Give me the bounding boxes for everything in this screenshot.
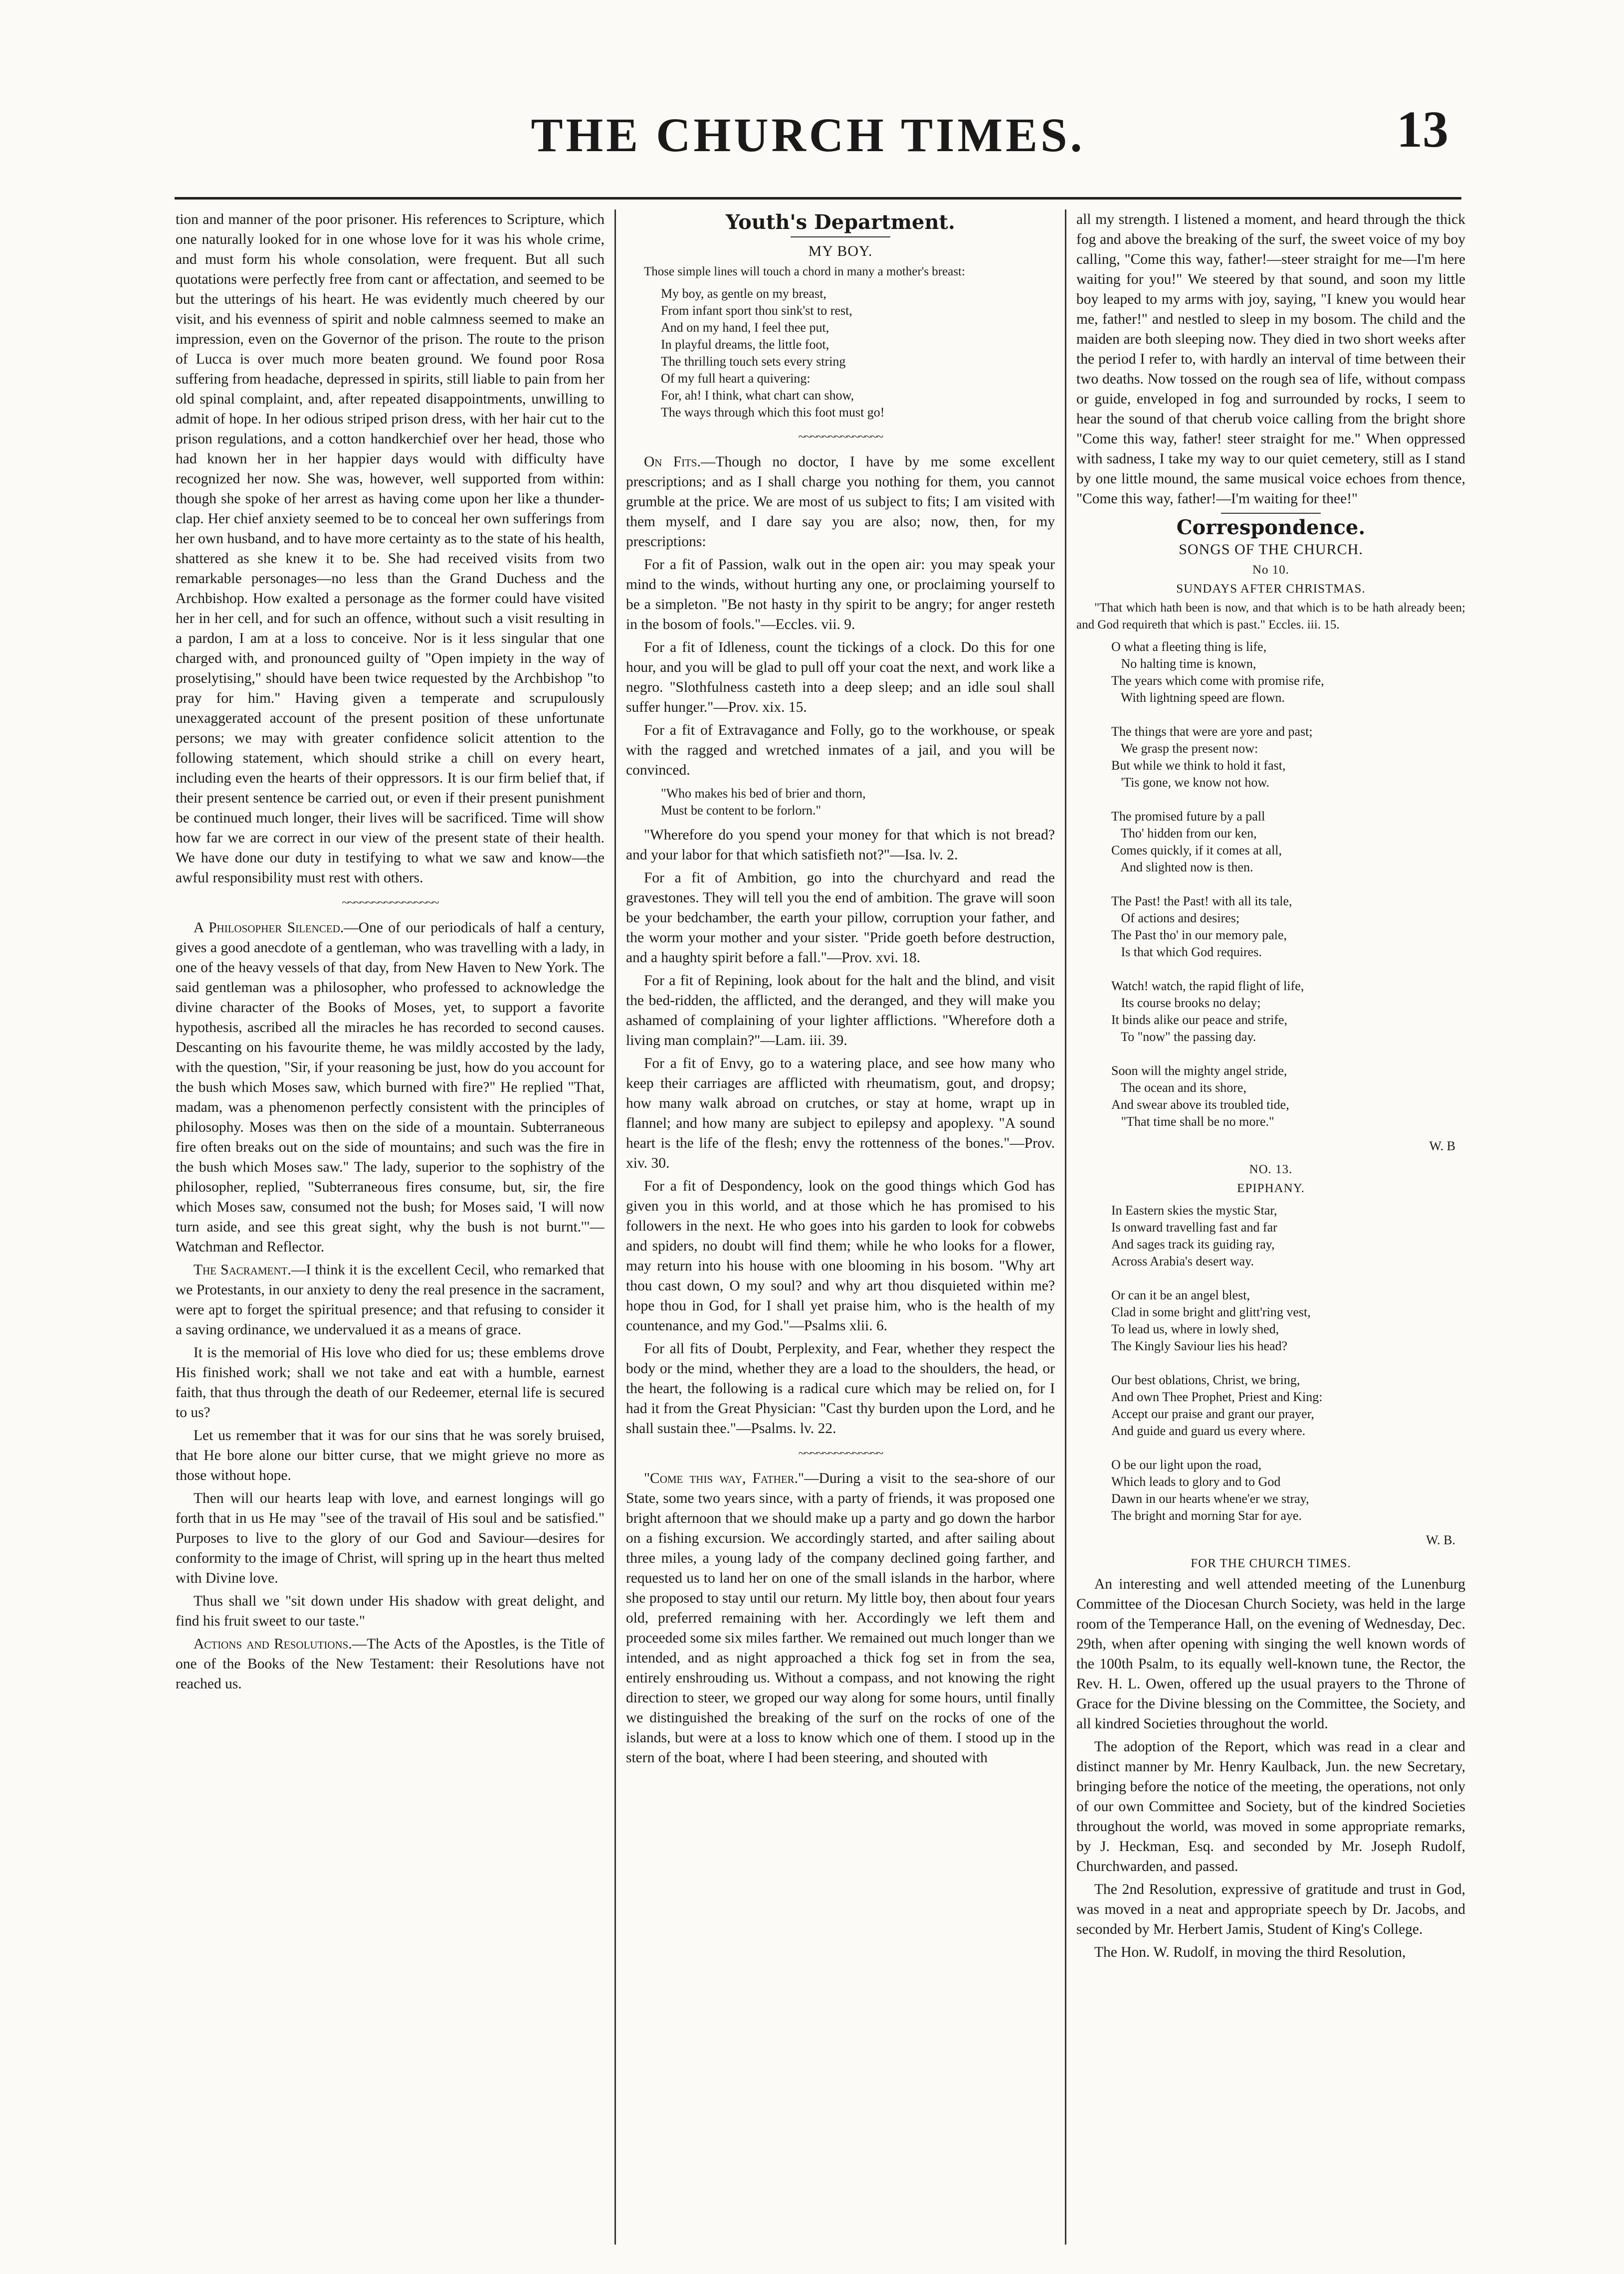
poem-line: The bright and morning Star for aye. — [1111, 1508, 1302, 1523]
poem-line — [1111, 791, 1465, 808]
philosopher-article — [176, 918, 605, 1257]
come-this-way-text: —During a visit to the sea-shore of our State, some two years since, with a party of friends, it was proposed one bright afternoon that we should make up a party and go down the harbor on a fishing excursion. We accordingly started, and after sailing about three miles, a young lady of the company declined going farther, and requested us to land her on one of the small islands in the harbor, where she proposed to stay until our return. My little boy, then about four years old, preferred remaining with her. Accordingly we left them and proceeded some six miles farther. We remained out much longer than we intended, and as night approached a thick fog set in from the sea, entirely enshrouding us. Without a compass, and not knowing the right direction to steer, we groped our way along for some hours, until finally we distinguished the breaking of the surf on the rocks of one of the islands, but were at a loss to know which one of them. I stood up in the stern of the boat, where I had been steering, and shouted with — [626, 1470, 1055, 1766]
poem-line: O be our light upon the road, — [1111, 1457, 1262, 1472]
signature: W. B — [1429, 1139, 1455, 1153]
poem-line: To lead us, where in lowly shed, — [1111, 1322, 1279, 1336]
poem-line: Or can it be an angel blest, — [1111, 1288, 1250, 1302]
come-this-way-continued: all my strength. I listened a moment, and heard through the thick fog and above the breaking of the surf, the sweet voice of my boy calling, "Come this way, father!—steer straight for me—I'm here waiting for you!" We steered by that sound, and soon my little boy leaped to my arms with joy, saying, "I knew you would hear me, father!" and nestled to sleep in my bosom. The child and the maiden are both sleeping now. They died in two short weeks after the period I refer to, with hardly an interval of time between their two deaths. Now tossed on the rough sea of life, without compass or guide, enveloped in fog and surrounded by rocks, I seem to hear the sound of that cherub voice calling from the bright shore "Come this way, father! steer straight for me." When oppressed with sadness, I take my way to our quiet cemetery, still as I stand by one little mound, the same musical voice echoes from thence, "Come this way, father!—I'm waiting for thee!" — [1076, 211, 1465, 507]
poem-line: With lightning speed are flown. — [1111, 690, 1285, 705]
heading-rule — [791, 236, 890, 237]
poem-line: And guide and guard us every where. — [1111, 1424, 1306, 1438]
poem-line: And on my hand, I feel thee put, — [661, 320, 829, 335]
poem-line — [1111, 1440, 1465, 1456]
column-divider-1 — [614, 209, 616, 2245]
poem-line: And sages track its guiding ray, — [1111, 1237, 1275, 1251]
poem-line — [1111, 1270, 1465, 1287]
poem-line: And swear above its troubled tide, — [1111, 1097, 1289, 1112]
poem-line: The things that were are yore and past; — [1111, 724, 1313, 739]
section-rule — [1221, 513, 1321, 514]
poem-line: In playful dreams, the little foot, — [661, 337, 829, 352]
poem-line: The ways through which this foot must go! — [661, 405, 885, 419]
column-divider-2 — [1065, 209, 1066, 2245]
signature: W. B. — [1426, 1533, 1455, 1547]
lunenburg-meeting: An interesting and well attended meeting of the Lunenburg Committee of the Diocesan Church Society, was held in the large room of the Temperance Hall, on the evening of Wednesday, Dec. 29th, when after opening with singing the well known words of the 100th Psalm, to its equally well-known tune, the Rector, the Rev. H. L. Owen, offered up the usual prayers to the Throne of Grace for the Divine blessing on the Committee, the Society, and all kindred Societies throughout the world. — [1076, 1576, 1465, 1732]
poem-line: And own Thee Prophet, Priest and King: — [1111, 1390, 1323, 1404]
youths-department-heading: Youth's Department. — [726, 210, 955, 234]
fit-envy: For a fit of Envy, go to a watering place, and see how many who keep their carriages are afflicted with rheumatism, gout, and dropsy; how many walk abroad on crutches, or stay at home, wrapt up in flannel; and how many are subject to epilepsy and apoplexy. "A sound heart is the life of the flesh; envy the rottenness of the bones."—Prov. xiv. 30. — [626, 1055, 1055, 1171]
philosopher-lead: A Philosopher Silenced. — [194, 920, 344, 936]
epiphany-poem — [1111, 1202, 1465, 1524]
on-fits-text: —Though no doctor, I have by me some excellent prescriptions; and as I shall charge you nothing for them, you cannot grumble at the price. We are most of us subject to fits; I am visited with them myself, and I dare say you are also; now, then, for my prescriptions: — [626, 454, 1055, 550]
column-3 — [1076, 209, 1465, 2245]
philosopher-text: —One of our periodicals of half a century, gives a good anecdote of a gentleman, who was travelling with a lady, in one of the heavy vessels of that day, from New Haven to New York. The said gentleman was a philosopher, who professed to acknowledge the divine character of the Books of Moses, yet, to support a favorite hypothesis, ascribed all the miracles he has recorded to second causes. Descanting on his favourite theme, he was mildly accosted by the lady, with the question, "Sir, if your reasoning be just, how do you account for the bush which Moses saw, which burned with fire?" He replied "That, madam, was a phenomenon perfectly consistent with the principles of philosophy. Moses was then on the side of a mountain. Subterraneous fire often breaks out on the side of mountains; and such was the fire in the bush which Moses saw." The lady, superior to the sophistry of the philosopher, replied, "Subterraneous fires consume, but, sir, the fire which Moses saw, consumed not the bush; for Moses said, 'I will now turn aside, and see this great sight, why the bush is not burnt.'"—Watchman and Reflector. — [176, 920, 605, 1255]
poem-line: Across Arabia's desert way. — [1111, 1254, 1254, 1268]
poem-line: Of actions and desires; — [1111, 911, 1240, 925]
poem-line: 'Tis gone, we know not how. — [1111, 775, 1269, 790]
poem-line: Accept our praise and grant our prayer, — [1111, 1407, 1314, 1421]
poem-line: To "now" the passing day. — [1111, 1030, 1256, 1044]
sacrament-remember: Let us remember that it was for our sins that he was sorely bruised, that He bore alone our bitter curse, that we might grieve no more as those without hope. — [176, 1428, 605, 1483]
sundays-poem — [1111, 638, 1465, 1130]
poem-line — [1111, 1045, 1465, 1062]
fit-repining: For a fit of Repining, look about for the halt and the blind, and visit the bed-ridden, the afflicted, and the deranged, and they will make you ashamed of complaining of your lighter afflictions. "Wherefore doth a living man complain?"—Lam. iii. 39. — [626, 973, 1055, 1048]
song-number-10: No 10. — [1252, 563, 1290, 577]
correspondence-heading: Correspondence. — [1176, 516, 1366, 539]
song-number-13: NO. 13. — [1249, 1163, 1293, 1176]
poem-line: The thrilling touch sets every string — [661, 354, 846, 369]
come-this-way-lead: "Come this way, Father." — [644, 1470, 805, 1486]
actions-lead: Actions and Resolutions. — [194, 1636, 352, 1652]
poem-line — [1111, 1355, 1465, 1372]
poem-line: The promised future by a pall — [1111, 809, 1265, 824]
newspaper-title: THE CHURCH TIMES. — [531, 108, 1085, 162]
wherefore-quote: "Wherefore do you spend your money for that which is not bread? and your labor for that which satisfieth not?"—Isa. lv. 2. — [626, 827, 1055, 863]
epiphany-title: EPIPHANY. — [1237, 1182, 1305, 1195]
fit-passion: For a fit of Passion, walk out in the open air: you may speak your mind to the winds, without hurting any one, or proclaiming yourself to be a simpleton. "Be not hasty in thy spirit to be angry; for anger resteth in the bosom of fools."—Eccles. vii. 9. — [626, 557, 1055, 632]
sacrament-text: —I think it is the excellent Cecil, who remarked that we Protestants, in our anxiety to deny the real presence in the sacrament, were apt to forget the spiritual presence; and that refusing to consider it a saving ordinance, we undervalued it as a means of grace. — [176, 1262, 605, 1338]
brier-verse — [661, 785, 1055, 819]
poem-line — [1111, 961, 1465, 978]
section-separator: ~~~~~~~~~~~~~~~~ — [342, 895, 438, 910]
songs-of-the-church-title: SONGS OF THE CHURCH. — [1179, 541, 1363, 558]
poem-line: Dawn in our hearts whene'er we stray, — [1111, 1491, 1309, 1506]
section-separator: ~~~~~~~~~~~~~~ — [798, 1446, 883, 1460]
poem-line: Of my full heart a quivering: — [661, 371, 811, 386]
column-1 — [176, 209, 605, 2245]
poem-line: Must be content to be forlorn." — [661, 803, 821, 818]
poem-line: But while we think to hold it fast, — [1111, 758, 1286, 773]
actions-article — [176, 1634, 605, 1694]
poem-line: In Eastern skies the mystic Star, — [1111, 1203, 1277, 1218]
sacrament-hearts: Then will our hearts leap with love, and earnest longings will go forth that in us He may "see of the travail of His soul and be satisfied." Purposes to live to the glory of our God and Saviour—desires for conformity to the image of Christ, will spring up in the heart thus melted with Divine love. — [176, 1490, 605, 1586]
fit-doubt: For all fits of Doubt, Perplexity, and Fear, whether they respect the body or the mind, whether they are a load to the shoulders, the head, or the heart, the following is a radical cure which may be relied on, for I had it from the Great Physician: "Cast thy burden upon the Lord, and he shall sustain thee."—Psalms. lv. 22. — [626, 1341, 1055, 1437]
poem-line — [1111, 876, 1465, 893]
poem-line: We grasp the present now: — [1111, 741, 1258, 756]
section-separator: ~~~~~~~~~~~~~~ — [798, 429, 883, 444]
report-adoption: The adoption of the Report, which was read in a clear and distinct manner by Mr. Henry Kaulback, Jun. the new Secretary, bringing before the notice of the meeting, the operations, not only of our own Committee and Society, but of the kindred Societies throughout the world, was moved in some appropriate remarks, by J. Heckman, Esq. and seconded by Mr. Joseph Rudolf, Churchwarden, and passed. — [1076, 1739, 1465, 1874]
actions-text: —The Acts of the Apostles, is the Title of one of the Books of the New Testament: their Resolutions have not reached us. — [176, 1636, 605, 1692]
poem-line: "That time shall be no more." — [1111, 1114, 1274, 1129]
my-boy-intro: Those simple lines will touch a chord in many a mother's breast: — [644, 265, 965, 278]
poem-line: The ocean and its shore, — [1111, 1080, 1246, 1095]
come-this-way-article — [626, 1468, 1055, 1768]
poem-line: And slighted now is then. — [1111, 860, 1253, 874]
fit-extravagance: For a fit of Extravagance and Folly, go to the workhouse, or speak with the ragged and wretched inmates of a jail, and you will be convinced. — [626, 722, 1055, 778]
my-boy-title: MY BOY. — [808, 243, 873, 259]
poem-line: Is onward travelling fast and far — [1111, 1220, 1277, 1235]
prisoner-article-continued: tion and manner of the poor prisoner. His references to Scripture, which one naturally looked for in one whose love for it was his whole crime, and must form his whole consolation, were frequent. But all such quotations were perfectly free from cant or affectation, and seemed to be but the utterings of his heart. He was evidently much cheered by our visit, and his evenness of spirit and noble calmness seemed to make an impression, even on the Governor of the prison. The route to the prison of Lucca is over much more beaten ground. We found poor Rosa suffering from headache, depressed in spirits, still liable to pain from her old spinal complaint, and, after repeated disappointments, unwilling to admit of hope. In her odious striped prison dress, with her hair cut to the prison regulations, and a cotton handkerchief over her head, those who had known her in her happier days would with difficulty have recognized her now. She was, however, well supported from within: though she spoke of her arrest as having come upon her like a thunder-clap. Her chief anxiety seemed to be to conceal her own sufferings from her own husband, and to have more certainty as to the state of his health, shattered as she knew it to be. She had received visits from two remarkable personages—no less than the Grand Duchess and the Archbishop. How exalted a personage as the former could have visited her in her cell, and for such an offence, without such a visit resulting in a pardon, I am at a loss to conceive. Nor is it less singular that one charged with, and pronounced guilty of "Open impiety in the way of proselytising," should have been twice requested by the Archbishop "to pray for him." Having given a temperate and scrupulously unexaggerated account of the present position of these unfortunate persons; we may with greater confidence solicit attention to the following statement, which should strike a chill on every heart, including even the hearts of their oppressors. It is our firm belief that, if their present sentence be carried out, or even if their present punishment be continued much longer, their lives will be sacrificed. Time will show how far we are correct in our view of the present state of their health. We have done our duty in testifying to what we saw and know—the awful responsibility must rest with others. — [176, 211, 605, 886]
header-rule — [175, 197, 1461, 200]
sacrament-memorial: It is the memorial of His love who died for us; these emblems drove His finished work; shall we not take and eat with a humble, earnest faith, that thus through the death of our Redeemer, eternal life is secured to us? — [176, 1345, 605, 1421]
poem-line: Soon will the mighty angel stride, — [1111, 1063, 1287, 1078]
for-the-church-times-label: FOR THE CHURCH TIMES. — [1191, 1557, 1351, 1570]
poem-line: Our best oblations, Christ, we bring, — [1111, 1373, 1300, 1387]
poem-line: No halting time is known, — [1111, 656, 1256, 671]
poem-line: O what a fleeting thing is life, — [1111, 639, 1267, 654]
sacrament-lead: The Sacrament. — [194, 1262, 291, 1278]
poem-line: From infant sport thou sink'st to rest, — [661, 303, 852, 318]
second-resolution: The 2nd Resolution, expressive of gratitude and trust in God, was moved in a neat and appropriate speech by Dr. Jacobs, and seconded by Mr. Herbert Jamis, Student of King's College. — [1076, 1881, 1465, 1937]
on-fits-article — [626, 452, 1055, 552]
poem-line: It binds alike our peace and strife, — [1111, 1013, 1288, 1027]
poem-line: Watch! watch, the rapid flight of life, — [1111, 979, 1304, 993]
fit-ambition: For a fit of Ambition, go into the churchyard and read the gravestones. They will tell you the end of ambition. The grave will soon be your bedchamber, the earth your pillow, corruption your father, and the worm your mother and your sister. "Pride goeth before destruction, and a haughty spirit before a fall."—Prov. xvi. 18. — [626, 870, 1055, 966]
poem-line: Is that which God requires. — [1111, 945, 1262, 959]
sacrament-sit-down: Thus shall we "sit down under His shadow with great delight, and find his fruit sweet to our taste." — [176, 1593, 605, 1629]
poem-line: The Past tho' in our memory pale, — [1111, 928, 1287, 942]
page-number: 13 — [1397, 101, 1448, 158]
fit-idleness: For a fit of Idleness, count the tickings of a clock. Do this for one hour, and you will be glad to pull off your coat the next, and work like a negro. "Slothfulness casteth into a deep sleep; and an idle soul shall suffer hunger."—Prov. xix. 15. — [626, 639, 1055, 715]
my-boy-poem — [661, 285, 1055, 421]
masthead — [180, 107, 1436, 163]
poem-line: For, ah! I think, what chart can show, — [661, 388, 854, 403]
sacrament-article — [176, 1260, 605, 1340]
poem-line: The years which come with promise rife, — [1111, 673, 1324, 688]
column-2 — [626, 209, 1055, 2245]
poem-line: The Kingly Saviour lies his head? — [1111, 1339, 1288, 1353]
poem-line: My boy, as gentle on my breast, — [661, 286, 826, 301]
fit-despondency: For a fit of Despondency, look on the good things which God has given you in this world, and at those which he has promised to his followers in the next. He who goes into his garden to look for cobwebs and spiders, no doubt will find them; while he who looks for a flower, may return into his house with one blooming in his bosom. "Why art thou cast down, O my soul? and why art thou disquieted within me? hope thou in God, for I shall yet praise him, who is the health of my countenance, and my God."—Psalms xlii. 6. — [626, 1178, 1055, 1334]
poem-line — [1111, 706, 1465, 723]
poem-line: Clad in some bright and glitt'ring vest, — [1111, 1305, 1311, 1319]
poem-line: Its course brooks no delay; — [1111, 996, 1261, 1010]
poem-line: The Past! the Past! with all its tale, — [1111, 894, 1292, 908]
poem-line: "Who makes his bed of brier and thorn, — [661, 786, 866, 801]
on-fits-lead: On Fits. — [644, 454, 701, 470]
poem-line: Comes quickly, if it comes at all, — [1111, 843, 1282, 857]
third-resolution: The Hon. W. Rudolf, in moving the third Resolution, — [1094, 1944, 1406, 1960]
poem-line: Which leads to glory and to God — [1111, 1474, 1281, 1489]
song-epigraph: "That which hath been is now, and that which is to be hath already been; and God requireth that which is past." Eccles. iii. 15. — [1076, 601, 1465, 631]
poem-line: Tho' hidden from our ken, — [1111, 826, 1257, 840]
sundays-after-christmas-title: SUNDAYS AFTER CHRISTMAS. — [1176, 582, 1366, 596]
